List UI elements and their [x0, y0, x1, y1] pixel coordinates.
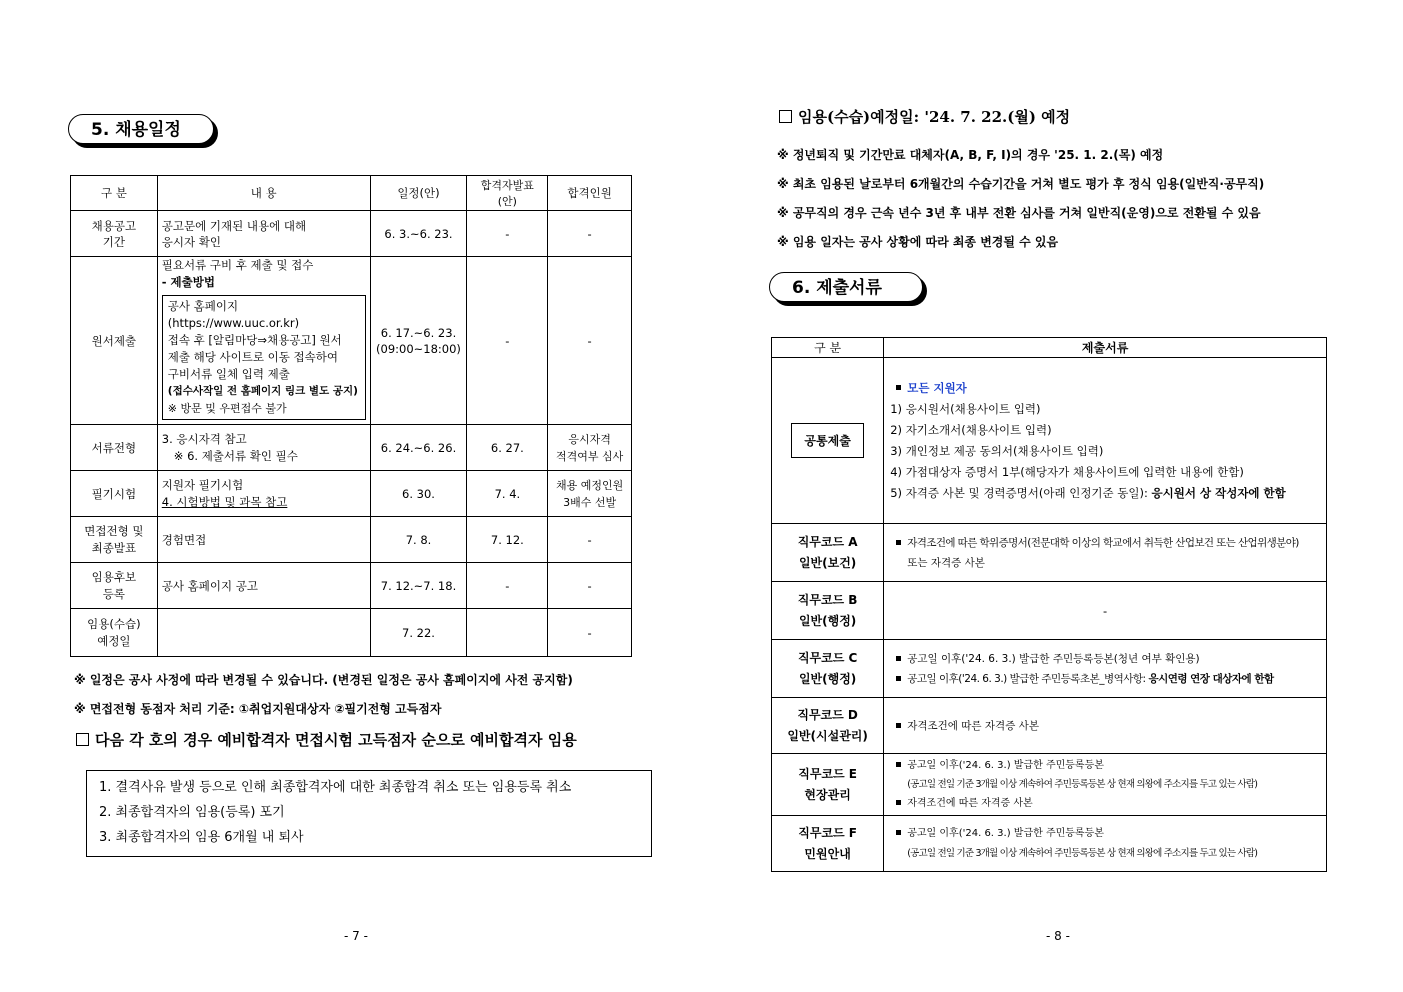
- appointment-note: ※ 최초 임용된 날로부터 6개월간의 수습기간을 거쳐 별도 평가 후 정식 임용(일반직·공무직): [777, 177, 1265, 191]
- section-title-schedule: 5. 채용일정: [68, 114, 214, 144]
- docs-cell: [884, 640, 1327, 698]
- list-item: 2. 최종합격자의 임용(등록) 포기: [99, 805, 285, 820]
- time-line: (09:00~18:00): [376, 341, 461, 356]
- count-cell: -: [548, 257, 632, 425]
- table-row: [772, 582, 1327, 640]
- doc-item: 자격조건에 따른 학위증명서(전문대학 이상의 학교에서 취득한 산업보건 또는 산업위생분야): [907, 536, 1299, 549]
- content-cell: [157, 609, 370, 657]
- code-cell: [772, 698, 884, 754]
- table-row: [71, 425, 632, 471]
- bullet-icon: [896, 762, 901, 767]
- checkbox-icon: [779, 110, 792, 123]
- box-line: ※ 방문 및 우편접수 불가: [167, 402, 287, 415]
- announce-cell: 6. 27.: [467, 425, 548, 471]
- bullet-icon: [896, 800, 901, 805]
- box-line: 접속 후 [알림마당⇒채용공고] 원서: [167, 333, 342, 347]
- common-docs-cell: [884, 358, 1327, 524]
- table-row: [772, 524, 1327, 582]
- section-title-documents: 6. 제출서류: [769, 272, 923, 302]
- doc-item: 2) 자기소개서(채용사이트 입력): [890, 422, 1052, 437]
- content-cell: [157, 425, 370, 471]
- docs-cell: [884, 754, 1327, 816]
- appointment-heading: [779, 106, 1070, 127]
- table-row: [71, 471, 632, 517]
- announce-cell: -: [467, 257, 548, 425]
- content-cell: [157, 471, 370, 517]
- docs-cell: [884, 816, 1327, 872]
- content-line: 응시자 확인: [161, 234, 221, 249]
- doc-item: 1) 응시원서(채용사이트 입력): [890, 401, 1041, 416]
- code-cell: [772, 754, 884, 816]
- stage-cell: 필기시험: [71, 471, 158, 517]
- count-cell: -: [548, 517, 632, 563]
- reserve-conditions-box: [86, 770, 652, 857]
- header-announce: 합격자발표(안): [467, 176, 548, 211]
- content-cell: [157, 257, 370, 425]
- table-row: [772, 358, 1327, 524]
- stage-cell: [71, 517, 158, 563]
- header-documents: 제출서류: [884, 338, 1327, 358]
- code-cell: [772, 640, 884, 698]
- doc-item: 자격조건에 따른 자격증 사본: [907, 719, 1039, 732]
- docs-cell: [884, 698, 1327, 754]
- job-type: 일반(행정): [798, 613, 857, 628]
- method-label: - 제출방법: [161, 275, 215, 289]
- list-item: 3. 최종합격자의 임용 6개월 내 퇴사: [99, 830, 304, 845]
- common-title: 모든 지원자: [907, 380, 967, 395]
- count-line: 3배수 선발: [563, 495, 617, 509]
- header-date: 일정(안): [370, 176, 467, 211]
- job-code: 직무코드 B: [797, 592, 858, 607]
- table-row: [71, 563, 632, 609]
- job-code: 직무코드 D: [797, 707, 858, 722]
- doc-item: 공고일 이후('24. 6. 3.) 발급한 주민등록초본_병역사항:: [907, 672, 1149, 685]
- content-line: 3. 응시자격 참고: [161, 431, 247, 446]
- stage-cell: 원서제출: [71, 257, 158, 425]
- content-cell: [157, 211, 370, 257]
- count-cell: -: [548, 563, 632, 609]
- code-cell: [772, 582, 884, 640]
- bullet-icon: [896, 676, 901, 681]
- bullet-icon: [896, 540, 901, 545]
- page-8: [701, 0, 1403, 992]
- bullet-icon: [896, 385, 901, 390]
- content-cell: 공사 홈페이지 공고: [157, 563, 370, 609]
- page-7: [0, 0, 700, 992]
- stage-line: 등록: [102, 586, 125, 601]
- date-cell: 7. 8.: [370, 517, 467, 563]
- box-line: 제출 해당 사이트로 이동 접속하여: [167, 350, 338, 364]
- stage-cell: [71, 609, 158, 657]
- code-cell: [772, 524, 884, 582]
- header-stage: 구 분: [71, 176, 158, 211]
- doc-item-bold: 응시원서 상 작성자에 한함: [1151, 485, 1286, 500]
- job-code: 직무코드 E: [798, 766, 857, 781]
- count-line: 적격여부 심사: [555, 449, 624, 463]
- exam-method-link: 4. 시험방법 및 과목 참고: [161, 494, 288, 509]
- job-code: 직무코드 F: [798, 825, 857, 840]
- box-line: (접수사작일 전 홈페이지 링크 별도 공지): [167, 385, 358, 397]
- doc-item: 공고일 이후('24. 6. 3.) 발급한 주민등록등본: [907, 760, 1104, 771]
- common-label: 공통제출: [791, 423, 863, 458]
- announce-cell: 7. 12.: [467, 517, 548, 563]
- date-cell: 6. 30.: [370, 471, 467, 517]
- table-row: [772, 816, 1327, 872]
- checkbox-icon: [76, 733, 89, 746]
- header-content: 내 용: [157, 176, 370, 211]
- content-line: ※ 6. 제출서류 확인 필수: [173, 448, 298, 463]
- doc-item: (공고일 전일 기준 3개월 이상 계속하여 주민등록등본 상 현재 의왕에 주소지를 두고 있는 사람): [907, 847, 1258, 859]
- stage-line: 면접전형 및: [84, 523, 144, 538]
- stage-cell: 서류전형: [71, 425, 158, 471]
- bullet-icon: [896, 656, 901, 661]
- table-row: [71, 211, 632, 257]
- list-item: 1. 결격사유 발생 등으로 인해 최종합격자에 대한 최종합격 취소 또는 임용등록 취소: [99, 780, 572, 795]
- page-number: - 7 -: [344, 929, 368, 943]
- content-cell: 경험면접: [157, 517, 370, 563]
- announce-cell: 7. 4.: [467, 471, 548, 517]
- date-line: 6. 17.~6. 23.: [380, 325, 457, 340]
- doc-item: 3) 개인정보 제공 동의서(채용사이트 입력): [890, 443, 1104, 458]
- submission-method-box: [162, 295, 366, 420]
- common-cell: [772, 358, 884, 524]
- stage-cell: [71, 563, 158, 609]
- code-cell: [772, 816, 884, 872]
- doc-item-bold: 응시연령 연장 대상자에 한함: [1148, 672, 1274, 685]
- bullet-icon: [896, 723, 901, 728]
- reserve-note-text: 다음 각 호의 경우 예비합격자 면접시험 고득점자 순으로 예비합격자 임용: [95, 731, 577, 749]
- homepage-link[interactable]: 공사 홈페이지(https://www.uuc.or.kr): [167, 299, 300, 330]
- doc-item: 4) 가점대상자 증명서 1부(해당자가 채용사이트에 입력한 내용에 한함): [890, 464, 1244, 479]
- job-type: 일반(시설관리): [787, 728, 868, 743]
- table-row: [71, 257, 632, 425]
- job-type: 일반(보건): [798, 555, 857, 570]
- header-category: 구 분: [772, 338, 884, 358]
- job-code: 직무코드 C: [797, 650, 858, 665]
- content-line: 필요서류 구비 후 제출 및 접수: [161, 258, 314, 272]
- count-line: 채용 예정인원: [555, 478, 624, 492]
- job-type: 민원안내: [804, 846, 851, 861]
- table-row: [71, 517, 632, 563]
- documents-table: [771, 337, 1327, 872]
- schedule-change-note: ※ 일정은 공사 사정에 따라 변경될 수 있습니다. (변경된 일정은 공사 홈페이지에 사전 공지함): [74, 673, 573, 687]
- job-type: 일반(행정): [798, 671, 857, 686]
- appointment-note: ※ 공무직의 경우 근속 년수 3년 후 내부 전환 심사를 거쳐 일반직(운영)으로 전환될 수 있음: [777, 206, 1261, 220]
- table-row: [772, 640, 1327, 698]
- date-cell: 7. 12.~7. 18.: [370, 563, 467, 609]
- stage-cell: 채용공고 기간: [71, 211, 158, 257]
- job-type: 현장관리: [804, 787, 851, 802]
- stage-line: 임용(수습): [87, 616, 141, 631]
- table-row: [71, 609, 632, 657]
- tie-break-note: ※ 면접전형 동점자 처리 기준: ①취업지원대상자 ②필기전형 고득점자: [74, 702, 442, 716]
- count-line: 응시자격: [568, 432, 611, 446]
- doc-item: 자격조건에 따른 자격증 사본: [907, 798, 1033, 809]
- content-line: 공고문에 기재된 내용에 대해: [161, 218, 307, 233]
- appointment-heading-text: 임용(수습)예정일: '24. 7. 22.(월) 예정: [798, 108, 1071, 126]
- doc-item: 5) 자격증 사본 및 경력증명서(아래 인정기준 동일):: [890, 485, 1152, 500]
- reserve-note: [76, 729, 577, 750]
- appointment-note: ※ 임용 일자는 공사 상황에 따라 최종 변경될 수 있음: [777, 235, 1059, 249]
- docs-cell: -: [884, 582, 1327, 640]
- doc-item: (공고일 전일 기준 3개월 이상 계속하여 주민등록등본 상 현재 의왕에 주소지를 두고 있는 사람): [907, 779, 1258, 790]
- docs-cell: [884, 524, 1327, 582]
- appointment-note: ※ 정년퇴직 및 기간만료 대체자(A, B, F, I)의 경우 '25. 1. 2.(목) 예정: [777, 148, 1164, 162]
- header-count: 합격인원: [548, 176, 632, 211]
- table-row: [772, 698, 1327, 754]
- schedule-table: [70, 175, 632, 657]
- date-cell: 6. 24.~6. 26.: [370, 425, 467, 471]
- bullet-icon: [896, 830, 901, 835]
- doc-item: 또는 자격증 사본: [907, 556, 985, 569]
- stage-line: 예정일: [97, 633, 131, 648]
- announce-cell: [467, 609, 548, 657]
- date-cell: [370, 257, 467, 425]
- announce-cell: -: [467, 563, 548, 609]
- count-cell: -: [548, 211, 632, 257]
- announce-cell: -: [467, 211, 548, 257]
- box-line: 구비서류 일체 입력 제출: [167, 367, 290, 381]
- count-cell: -: [548, 609, 632, 657]
- table-row: [772, 754, 1327, 816]
- job-code: 직무코드 A: [797, 534, 858, 549]
- date-cell: 7. 22.: [370, 609, 467, 657]
- page-number: - 8 -: [1046, 929, 1070, 943]
- count-cell: [548, 425, 632, 471]
- date-cell: 6. 3.~6. 23.: [370, 211, 467, 257]
- stage-line: 임용후보: [91, 569, 137, 584]
- stage-line: 최종발표: [91, 540, 137, 555]
- doc-item: 공고일 이후('24. 6. 3.) 발급한 주민등록등본: [907, 827, 1104, 839]
- doc-item: 공고일 이후('24. 6. 3.) 발급한 주민등록등본(청년 여부 확인용): [907, 652, 1200, 665]
- count-cell: [548, 471, 632, 517]
- content-line: 지원자 필기시험: [161, 477, 244, 492]
